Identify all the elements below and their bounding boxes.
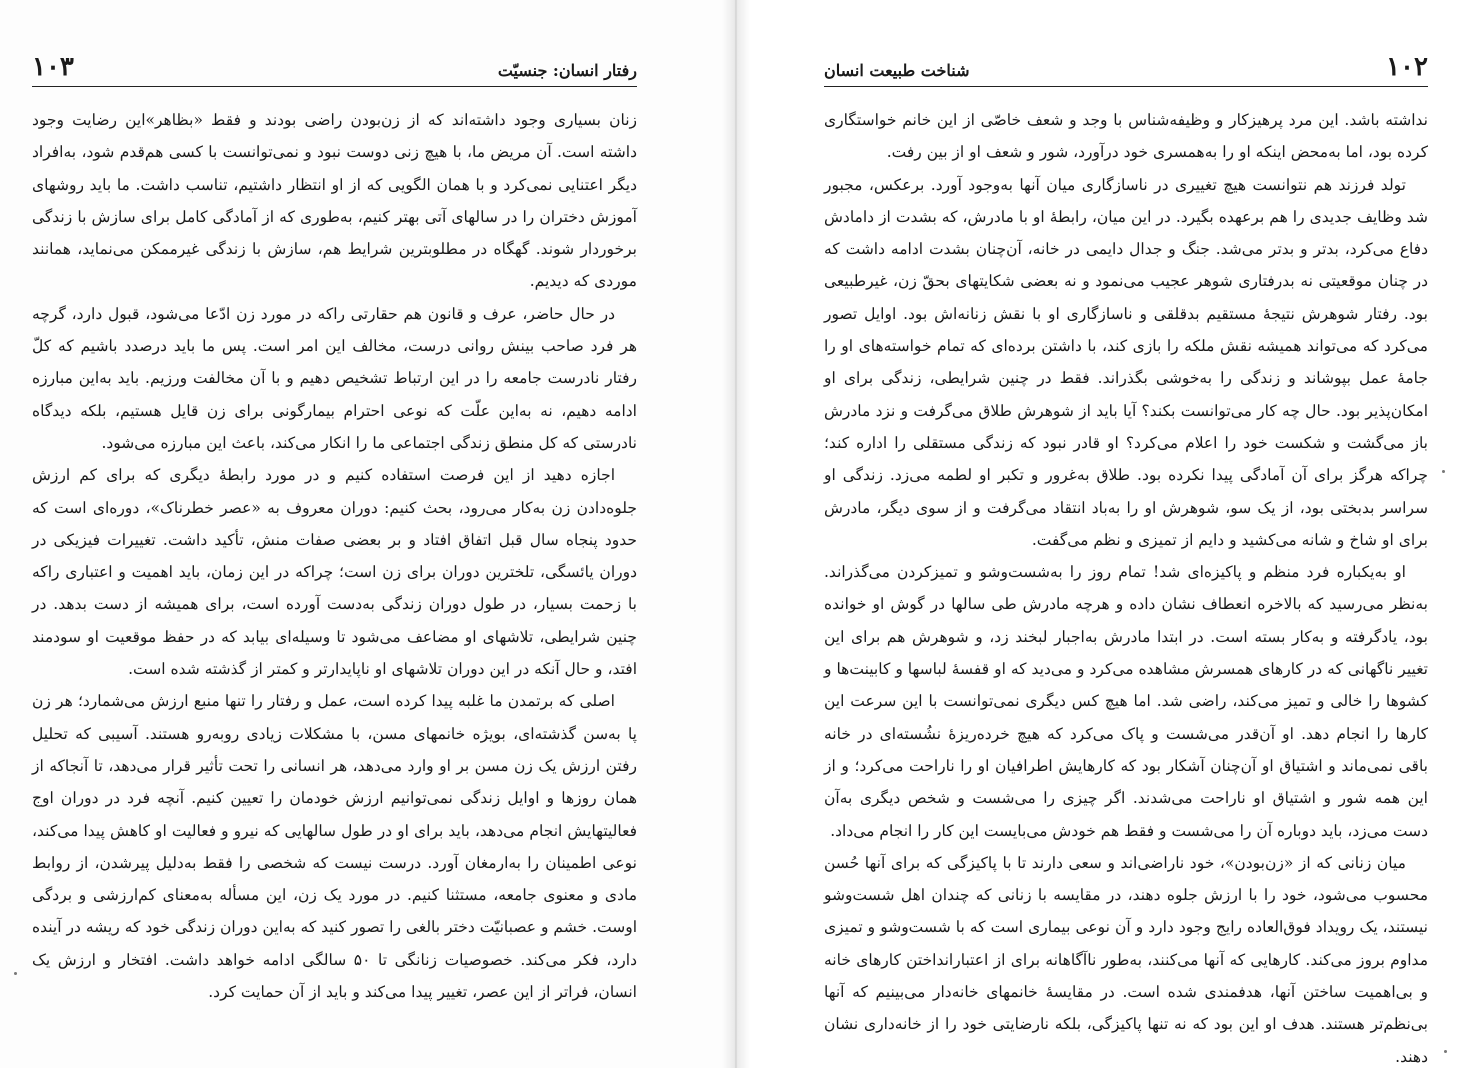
paragraph: اصلی که برتمدن ما غلبه پیدا کرده است، عمل و رفتار را تنها منبع ارزش می‌شمارد؛ هر زن پا به‌سن گذشته‌ای، بویژه خانمهای مسن، با مشکلات زیادی روبه‌رو هستند. آسیبی که تحلیل رفتن ارزش یک زن مسن بر او وارد می‌دهد، هر انسانی را تحت تأثیر قرار می‌دهد، تا آنجاکه از همان روزها و اوایل زندگی نمی‌توانیم ارزش خودمان را تعیین کنیم. آنچه فرد در دوران اوج فعالیتهایش انجام می‌دهد، باید برای او در طول سالهایی که نیرو و فعالیت او کاهش پیدا می‌کند، نوعی اطمینان را به‌ارمغان آورد. درست نیست که شخصی را فقط به‌دلیل پیرشدن، از روابط مادی و معنوی جامعه، مستثنا کنیم. در مورد یک زن، این مسأله به‌معنای کم‌ارزشی و بردگی اوست. خشم و عصبانیّت دختر بالغی را تصور کنید که به‌این دوران زندگی خود که ریشه در آینده دارد، فکر می‌کند. خصوصیات زنانگی تا ۵۰ سالگی ادامه خواهد داشت. افتخار و ارزش یک انسان، فراتر از این عصر، تغییر پیدا می‌کند و باید از آن حمایت کرد.	[32, 692, 637, 1002]
paragraph: نداشته باشد. این مرد پرهیزکار و وظیفه‌شناس با وجد و شعف خاصّی از این خانم خواستگاری کرده بود، اما به‌محض اینکه او را به‌همسری خود درآورد، شور و شعف او از بین رفت.	[824, 111, 1428, 162]
page-number: ۱۰۳	[32, 52, 74, 82]
book-gutter	[722, 0, 750, 1068]
paragraph: تولد فرزند هم نتوانست هیچ تغییری در ناسازگاری میان آنها به‌وجود آورد. برعکس، مجبور شد وظایف جدیدی را هم برعهده بگیرد. در این میان، رابطهٔ او با مادرش، که بشدت از دامادش دفاع می‌کرد، بدتر و بدتر می‌شد. جنگ و جدال دایمی در خانه، آن‌چنان بشدت ادامه داشت که در چنان موقعیتی نه بدرفتاری شوهر عجیب می‌نمود و نه بعضی شکایتهای بحقّ زن، غیرطبیعی بود. رفتار شوهرش نتیجهٔ مستقیم بدقلقی و ناسازگاری او با نقش زنانه‌اش بود. اوایل تصور می‌کرد که می‌تواند همیشه نقش ملکه را بازی کند، با داشتن برده‌ای که تمام خواسته‌های او را جامهٔ عمل بپوشاند و زندگی را به‌خوشی بگذراند. فقط در چنین شرایطی، زندگی برای او امکان‌پذیر بود. حال چه کار می‌توانست بکند؟ آیا باید از شوهرش طلاق می‌گرفت و نزد مادرش باز می‌گشت و شکست خود را اعلام می‌کرد؟ او قادر نبود که زندگی مستقلی را اداره کند؛ چراکه هرگز برای آن آمادگی پیدا نکرده بود. طلاق به‌غرور و تکبر او لطمه می‌زد. زندگی او سراسر بدبختی بود، از یک سو، شوهرش او را به‌باد انتقاد می‌گرفت و از سوی دیگر، مادرش برای او شاخ و شانه می‌کشید و دایم از تمیزی و نظم می‌گفت.	[824, 175, 1428, 549]
page-number: ۱۰۲	[1386, 52, 1428, 82]
header-rule	[824, 86, 1428, 87]
header-rule	[32, 86, 637, 87]
scan-speck	[14, 972, 17, 975]
paragraph: او به‌یکباره فرد منظم و پاکیزه‌ای شد! تمام روز را به‌شست‌وشو و تمیزکردن می‌گذراند. به‌نظر می‌رسید که بالاخره انعطاف نشان داده و هرچه مادرش طی سالها در گوش او خوانده بود، یادگرفته و به‌کار بسته است. در ابتدا مادرش به‌اجبار لبخند زد، و شوهرش هم برای این تغییر ناگهانی که در کارهای همسرش مشاهده می‌کرد و می‌دید که او قفسهٔ لباسها و کابینت‌ها و کشوها را خالی و تمیز می‌کند، راضی شد. اما هیچ کس دیگری نمی‌توانست با این سرعت این کارها را انجام دهد. او آن‌قدر می‌شست و پاک می‌کرد که هیچ خرده‌ریزهٔ نشُسته‌ای در خانه باقی نمی‌ماند و اشتیاق او آن‌چنان آشکار بود که کارهایش اطرافیان او را ناراحت می‌کرد؛ و از این همه شور و اشتیاق او ناراحت می‌شدند. اگر چیزی را می‌شست و شخص دیگری به‌آن دست می‌زد، باید دوباره آن را می‌شست و فقط هم خودش می‌بایست این کار را انجام می‌داد.	[824, 563, 1428, 840]
running-title: شناخت طبیعت انسان	[824, 61, 970, 80]
left-page-header	[32, 48, 637, 82]
running-title: رفتار انسان: جنسیّت	[497, 61, 637, 80]
paragraph: میان زنانی که از «زن‌بودن»، خود ناراضی‌اند و سعی دارند تا با پاکیزگی که برای آنها حُسن محسوب می‌شود، خود را با ارزش جلوه دهند، در مقایسه با زنانی که چندان اهل شست‌وشو نیستند، یک رویداد فوق‌العاده رایج وجود دارد و آن نوعی بیماری است که با شست‌وشو و تمیزی مداوم بروز می‌کند. کارهایی که آنها می‌کنند، به‌طور ناآگاهانه برای از اعتبارانداختن کارهای خانه و بی‌اهمیت ساختن آنها، هدفمندی شده است. در مقایسهٔ خانمهای خانه‌دار می‌بینیم که آنها بی‌نظم‌تر هستند. هدف او این بود که نه تنها پاکیزگی، بلکه نارضایتی خود را از خانه‌داری نشان دهند.	[824, 853, 1428, 1066]
left-page	[0, 0, 736, 1068]
scan-speck	[1444, 1050, 1447, 1053]
paragraph: اجازه دهید از این فرصت استفاده کنیم و در مورد رابطهٔ دیگری که برای کم ارزش جلوه‌دادن زن به‌کار می‌رود، بحث کنیم: دوران معروف به «عصر خطرناک»، دوره‌ای است که حدود پنجاه سال قبل اتفاق افتاد و بر بعضی صفات منش، تأکید داشت. تغییرات فیزیکی در دوران یائسگی، تلخترین دوران برای زن است؛ چراکه در این زمان، باید اهمیت و اعتباری را‌که با زحمت بسیار، در طول دوران زندگی به‌دست آورده است، برای همیشه از دست بدهد. در چنین شرایطی، تلاشهای او مضاعف می‌شود تا وسیله‌ای بیابد که در حفظ موقعیت او سودمند افتد، و حال آنکه در این دوران تلاشهای او ناپایدارتر و کمتر از گذشته شده است.	[32, 466, 637, 679]
paragraph: در حال حاضر، عرف و قانون هم حقارتی را‌که در مورد زن ادّعا می‌شود، قبول دارد، گرچه هر فرد صاحب بینش روانی درست، مخالف این امر است. پس ما باید درصدد باشیم که کلّ رفتار نادرست جامعه را در این ارتباط تشخیص دهیم و با آن مخالفت ورزیم. باید به‌این مبارزه ادامه دهیم، نه به‌این علّت که نوعی احترام بیمارگونی برای زن قایل هستیم، بلکه دیدگاه نادرستی که کل منطق زندگی اجتماعی ما را انکار می‌کند، باعث این مبارزه می‌شود.	[32, 304, 637, 452]
right-page-body	[824, 104, 1428, 1068]
right-page-header	[824, 48, 1428, 82]
scan-speck	[1442, 470, 1445, 473]
left-page-body	[32, 104, 637, 1008]
right-page	[736, 0, 1475, 1068]
paragraph: زنان بسیاری وجود داشته‌اند که از زن‌بودن راضی بودند و فقط «بظاهر»این رضایت وجود داشته است. آن مریض ما، با هیچ زنی دوست نبود و نمی‌توانست با کسی هم‌قدم شود، به‌افراد دیگر اعتنایی نمی‌کرد و با همان الگویی که از او انتظار داشتیم، تناسب داشت. ما باید روشهای آموزش دختران را در سالهای آتی بهتر کنیم، به‌طوری که از آمادگی کامل برای سازش با زندگی برخوردار شوند. گهگاه در مطلوبترین شرایط هم، سازش با زندگی غیرممکن می‌نماید، همانند موردی که دیدیم.	[32, 111, 637, 291]
